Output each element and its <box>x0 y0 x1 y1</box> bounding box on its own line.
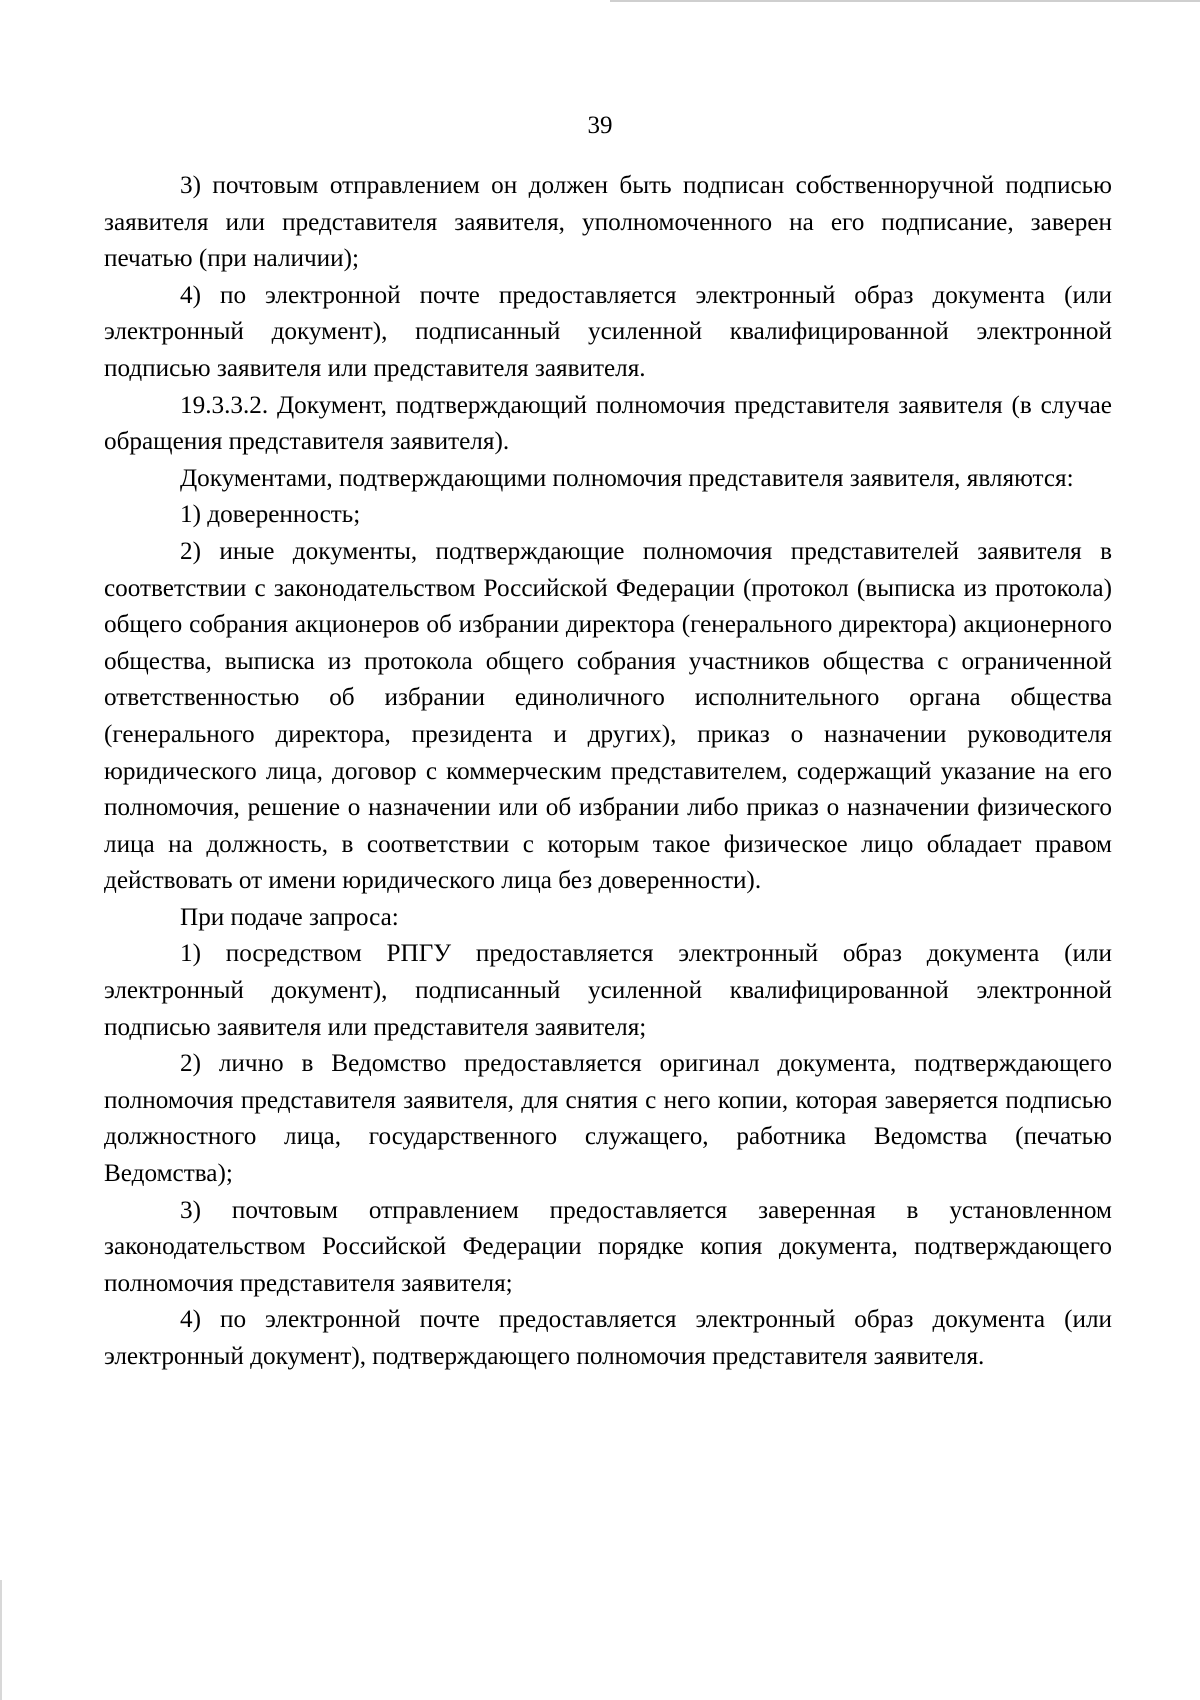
scan-edge-left <box>0 1580 2 1700</box>
document-body <box>104 168 1112 1376</box>
paragraph-submission-2-in-person: 2) лично в Ведомство предоставляется оригинал документа, подтверждающего полномочия представителя заявителя, для снятия с него копии, которая заверяется подписью должностного лица, государственного служащего, работника Ведомства (печатью Ведомства); <box>104 1050 1112 1188</box>
paragraph-item-1-power-of-attorney: 1) доверенность; <box>180 501 361 529</box>
paragraph-submission-1-rpgu: 1) посредством РПГУ предоставляется электронный образ документа (или электронный документ), подписанный усиленной квалифицированной электронной подписью заявителя или представителя заявителя; <box>104 940 1112 1041</box>
paragraph-item-3-postal: 3) почтовым отправлением он должен быть подписан собственноручной подписью заявителя или представителя заявителя, уполномоченного на его подписание, заверен печатью (при наличии); <box>104 172 1112 273</box>
paragraph-submission-4-email: 4) по электронной почте предоставляется электронный образ документа (или электронный документ), подтверждающего полномочия представителя заявителя. <box>104 1306 1112 1370</box>
paragraph-item-2-other-documents: 2) иные документы, подтверждающие полномочия представителей заявителя в соответствии с законодательством Российской Федерации (протокол (выписка из протокола) общего собрания акционеров об избрании директора (генерального директора) акционерного общества, выписка из протокола общего собрания участников общества с ограниченной ответственностью об избрании единоличного исполнительного органа общества (генерального директора, президента и других), приказ о назначении руководителя юридического лица, договор с коммерческим представителем, содержащий указание на его полномочия, решение о назначении или об избрании либо приказ о назначении физического лица на должность, в соответствии с которым такое физическое лицо обладает правом действовать от имени юридического лица без доверенности). <box>104 537 1112 895</box>
scan-edge-top <box>610 0 1200 2</box>
paragraph-19-3-3-2: 19.3.3.2. Документ, подтверждающий полномочия представителя заявителя (в случае обращения представителя заявителя). <box>104 391 1112 456</box>
paragraph-submission-intro: При подаче запроса: <box>180 903 399 931</box>
page-number: 39 <box>587 112 613 139</box>
paragraph-submission-3-postal: 3) почтовым отправлением предоставляется заверенная в установленном законодательством Российской Федерации порядке копия документа, подтверждающего полномочия представителя заявителя; <box>104 1196 1112 1297</box>
paragraph-item-4-email: 4) по электронной почте предоставляется электронный образ документа (или электронный документ), подписанный усиленной квалифицированной электронной подписью заявителя или представителя заявителя. <box>104 281 1112 382</box>
paragraph-documents-intro: Документами, подтверждающими полномочия представителя заявителя, являются: <box>180 464 1074 492</box>
